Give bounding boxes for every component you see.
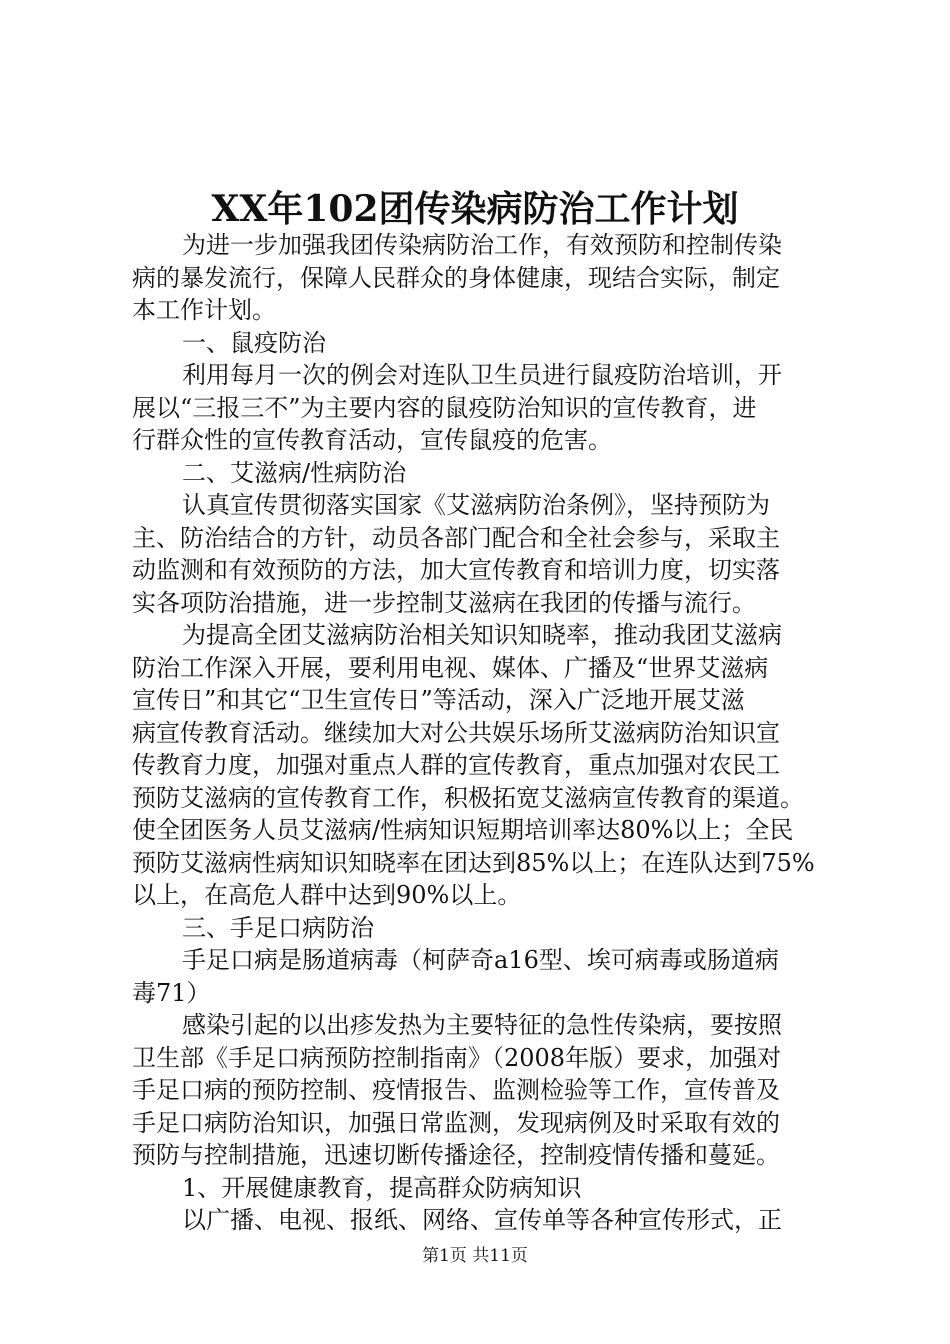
document-title: XX年102团传染病防治工作计划: [211, 188, 739, 230]
body-text-line: 毒71）: [132, 978, 211, 1007]
body-text-line: 预防艾滋病性病知识知晓率在团达到85%以上；在连队达到75%: [132, 848, 815, 877]
body-text-line: 一、鼠疫防治: [182, 328, 326, 357]
body-text-line: 手足口病防治知识，加强日常监测，发现病例及时采取有效的: [132, 1108, 780, 1137]
body-text-line: 主、防治结合的方针，动员各部门配合和全社会参与，采取主: [132, 523, 780, 552]
body-text-line: 病的暴发流行，保障人民群众的身体健康，现结合实际，制定: [132, 263, 780, 292]
body-text-line: 使全团医务人员艾滋病/性病知识短期培训率达80%以上；全民: [132, 816, 794, 844]
body-text-line: 病宣传教育活动。继续加大对公共娱乐场所艾滋病防治知识宣: [132, 718, 780, 747]
body-text-line: 三、手足口病防治: [182, 913, 374, 942]
body-text-line: 预防与控制措施，迅速切断传播途径，控制疫情传播和蔓延。: [132, 1141, 780, 1169]
document-body: [132, 229, 837, 1237]
body-text-line: 展以“三报三不”为主要内容的鼠疫防治知识的宣传教育，进: [132, 393, 757, 422]
body-text-line: 1、开展健康教育，提高群众防病知识: [182, 1173, 582, 1202]
body-text-line: 本工作计划。: [132, 296, 276, 324]
body-text-line: 预防艾滋病的宣传教育工作，积极拓宽艾滋病宣传教育的渠道。: [132, 783, 804, 812]
body-text-line: 动监测和有效预防的方法，加大宣传教育和培训力度，切实落: [132, 556, 780, 584]
body-text-line: 认真宣传贯彻落实国家《艾滋病防治条例》，坚持预防为: [182, 491, 770, 519]
body-text-line: 二、艾滋病/性病防治: [182, 458, 407, 487]
page-footer: 第1页 共11页: [422, 1246, 528, 1266]
body-text-line: 以广播、电视、报纸、网络、宣传单等各种宣传形式，正: [182, 1206, 782, 1234]
body-text-line: 以上，在高危人群中达到90%以上。: [132, 881, 522, 909]
body-text-line: 卫生部《手足口病预防控制指南》（2008年版）要求，加强对: [132, 1043, 782, 1072]
body-text-line: 宣传日”和其它“卫生宣传日”等活动，深入广泛地开展艾滋: [132, 686, 745, 714]
body-text-line: 实各项防治措施，进一步控制艾滋病在我团的传播与流行。: [132, 588, 756, 617]
body-text-line: 感染引起的以出疹发热为主要特征的急性传染病，要按照: [182, 1011, 782, 1039]
body-text-line: 利用每月一次的例会对连队卫生员进行鼠疫防治培训，开: [182, 361, 782, 389]
body-text-line: 防治工作深入开展，要利用电视、媒体、广播及“世界艾滋病: [132, 653, 769, 682]
body-text-line: 手足口病是肠道病毒（柯萨奇a16型、埃可病毒或肠道病: [182, 946, 779, 974]
body-text-line: 传教育力度，加强对重点人群的宣传教育，重点加强对农民工: [132, 751, 780, 779]
body-text-line: 为提高全团艾滋病防治相关知识知晓率，推动我团艾滋病: [182, 621, 782, 649]
body-text-line: 行群众性的宣传教育活动，宣传鼠疫的危害。: [132, 426, 612, 454]
body-text-line: 手足口病的预防控制、疫情报告、监测检验等工作，宣传普及: [132, 1076, 780, 1104]
body-text-line: 为进一步加强我团传染病防治工作，有效预防和控制传染: [182, 231, 782, 259]
